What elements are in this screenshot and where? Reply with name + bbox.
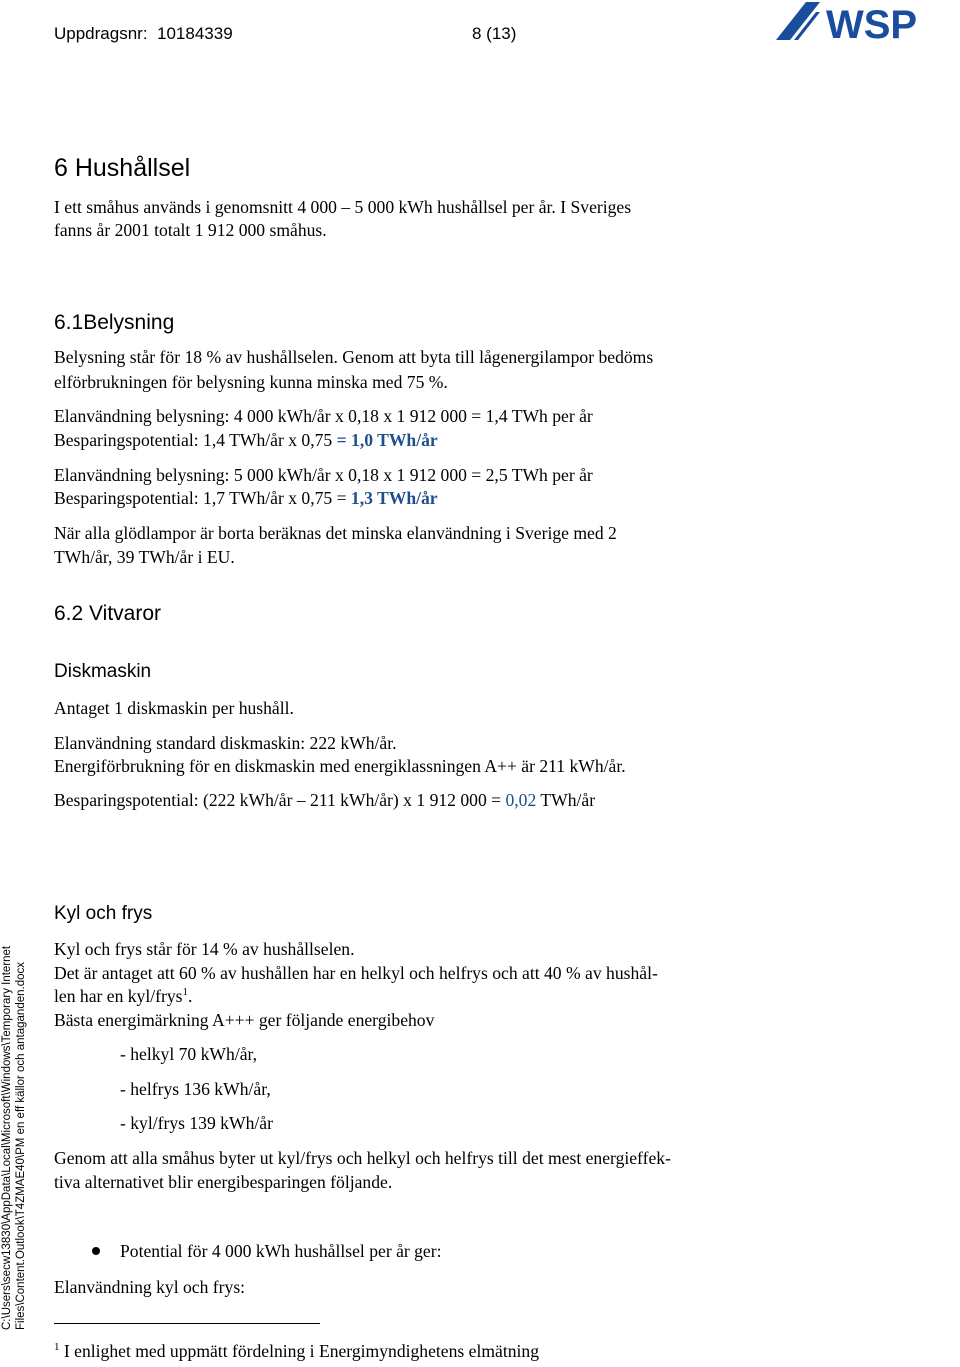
kyl-line3: [54, 985, 192, 1008]
calc2-line1: Elanvändning belysning: 5 000 kWh/år x 0,18 x 1 912 000 = 2,5 TWh per år: [54, 465, 593, 485]
belysning-p2-line1: När alla glödlampor är borta beräknas det minska elanvändning i Sverige med 2: [54, 523, 617, 543]
wsp-logo: [776, 2, 960, 44]
kyl-line2: Det är antaget att 60 % av hushållen har en helkyl och helfrys och att 40 % av hushål-: [54, 963, 658, 983]
kyl-frys-heading: Kyl och frys: [54, 903, 153, 924]
calc2-text: Besparingspotential: 1,7 TWh/år x 0,75 =: [54, 488, 351, 508]
bullet-item-potential: Potential för 4 000 kWh hushållsel per år ger:: [120, 1241, 442, 1261]
disk-line1: Antaget 1 diskmaskin per hushåll.: [54, 698, 294, 718]
kyl-line7: Elanvändning kyl och frys:: [54, 1277, 246, 1297]
kyl-line3-text: len har en kyl/frys: [54, 986, 183, 1006]
section-6-heading: 6 Hushållsel: [54, 154, 191, 182]
logo-text: WSP: [826, 3, 918, 44]
disk-calc-unit: TWh/år: [536, 790, 596, 810]
disk-line3: Energiförbrukning för en diskmaskin med energiklassningen A++ är 211 kWh/år.: [54, 756, 626, 776]
calc1-text: Besparingspotential: 1,4 TWh/år x 0,75: [54, 430, 337, 450]
calc1-result: = 1,0 TWh/år: [336, 430, 438, 450]
disk-line2: Elanvändning standard diskmaskin: 222 kWh/år.: [54, 733, 397, 753]
kyl-line6: tiva alternativet blir energibesparingen följande.: [54, 1172, 393, 1192]
disk-line4: [54, 789, 595, 812]
section-6-1-heading: 6.1Belysning: [54, 311, 175, 334]
calc1-line2: [54, 429, 438, 452]
section-6-intro-line2: fanns år 2001 totalt 1 912 000 småhus.: [54, 220, 327, 240]
belysning-p1-line2: elförbrukningen för belysning kunna minska med 75 %.: [54, 372, 448, 392]
document-path-line2: Files\Content.Outlook\T4ZMAE40\PM en eff källor och antaganden.docx: [15, 962, 27, 1330]
project-label: Uppdragsnr:: [54, 24, 148, 43]
header-project-number: [54, 24, 233, 44]
kyl-line3-end: .: [188, 986, 193, 1006]
footnote-ref[interactable]: 1: [182, 986, 188, 999]
calc1-line1: Elanvändning belysning: 4 000 kWh/år x 0,18 x 1 912 000 = 1,4 TWh per år: [54, 406, 593, 426]
calc2-line2: [54, 487, 438, 510]
page-number: 8 (13): [472, 24, 517, 43]
footnote: [54, 1340, 539, 1363]
document-path: [0, 945, 28, 1330]
section-6-2-heading: 6.2 Vitvaror: [54, 602, 161, 625]
diskmaskin-heading: Diskmaskin: [54, 661, 152, 682]
project-number: 10184339: [157, 24, 233, 43]
list-item-kylfrys: - kyl/frys 139 kWh/år: [120, 1113, 273, 1133]
section-6-intro-line1: I ett småhus används i genomsnitt 4 000 – 5 000 kWh hushållsel per år. I Sveriges: [54, 197, 632, 217]
footnote-divider: [54, 1323, 320, 1324]
document-path-line1: C:\Users\secw13830\AppData\Local\Microsoft\Windows\Temporary Internet: [1, 945, 13, 1330]
list-item-helkyl: - helkyl 70 kWh/år,: [120, 1044, 258, 1064]
footnote-text: I enlighet med uppmätt fördelning i Energimyndighetens elmätning: [63, 1341, 539, 1361]
belysning-p2-line2: TWh/år, 39 TWh/år i EU.: [54, 547, 235, 567]
kyl-line5: Genom att alla småhus byter ut kyl/frys och helkyl och helfrys till det mest energieffek-: [54, 1148, 671, 1168]
belysning-p1-line1: Belysning står för 18 % av hushållselen. Genom att byta till lågenergilampor bedöms: [54, 347, 654, 367]
footnote-number: 1: [54, 1341, 60, 1354]
bullet-icon: [92, 1247, 100, 1255]
list-item-helfrys: - helfrys 136 kWh/år,: [120, 1079, 271, 1099]
kyl-line1: Kyl och frys står för 14 % av hushållselen.: [54, 939, 355, 959]
disk-calc-result: 0,02: [505, 790, 537, 810]
calc2-result: 1,3 TWh/år: [350, 488, 438, 508]
kyl-line4: Bästa energimärkning A+++ ger följande energibehov: [54, 1010, 435, 1030]
disk-calc-text: Besparingspotential: (222 kWh/år – 211 kWh/år) x 1 912 000 =: [54, 790, 506, 810]
